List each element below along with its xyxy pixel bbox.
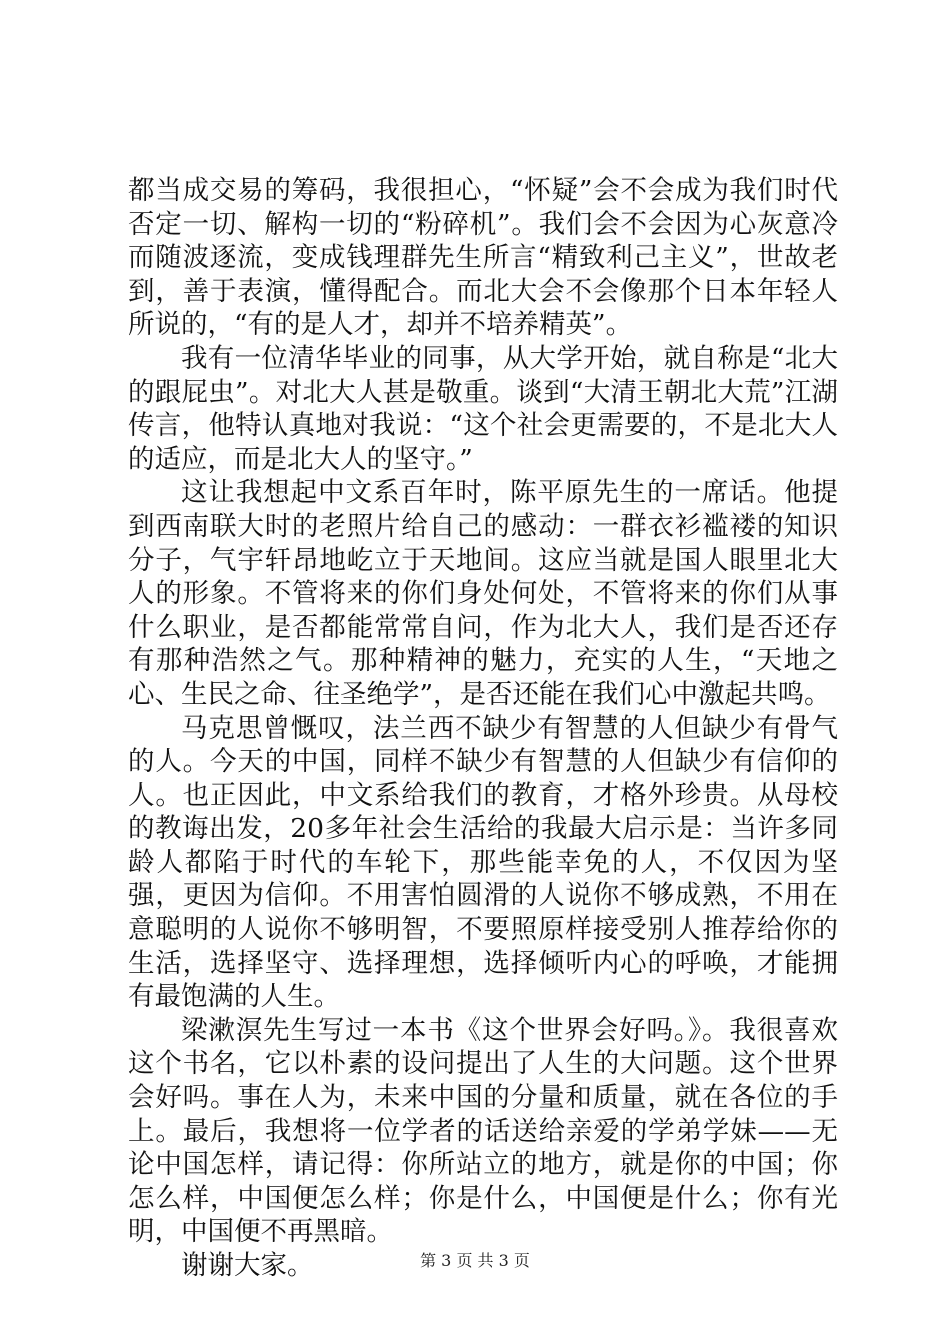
document-body [128,174,838,1283]
paragraph-colleague: 我有一位清华毕业的同事，从大学开始，就自称是“北大的跟屁虫”。对北大人甚是敬重。谈到“大清王朝北大荒”江湖传言，他特认真地对我说：“这个社会更需要的，不是北大人的适应，而是北大人的坚守。” [128,342,838,475]
paragraph-chen-pingyuan: 这让我想起中文系百年时，陈平原先生的一席话。他提到西南联大时的老照片给自己的感动：一群衣衫褴褛的知识分子，气宇轩昂地屹立于天地间。这应当就是国人眼里北大人的形象。不管将来的你们身处何处，不管将来的你们从事什么职业，是否都能常常自问，作为北大人，我们是否还存有那种浩然之气。那种精神的魅力，充实的人生，“天地之心、生民之命、往圣绝学”，是否还能在我们心中激起共鸣。 [128,477,838,710]
paragraph-thanks: 谢谢大家。 [181,1250,314,1281]
paragraph-continued: 都当成交易的筹码，我很担心，“怀疑”会不会成为我们时代否定一切、解构一切的“粉碎机”。我们会不会因为心灰意冷而随波逐流，变成钱理群先生所言“精致利己主义”，世故老到，善于表演，懂得配合。而北大会不会像那个日本年轻人所说的，“有的是人才，却并不培养精英”。 [128,175,838,341]
paragraph-marx: 马克思曾慨叹，法兰西不缺少有智慧的人但缺少有骨气的人。今天的中国，同样不缺少有智慧的人但缺少有信仰的人。也正因此，中文系给我们的教育，才格外珍贵。从母校的教诲出发，20多年社会生活给的我最大启示是：当许多同龄人都陷于时代的车轮下，那些能幸免的人，不仅因为坚强，更因为信仰。不用害怕圆滑的人说你不够成熟，不用在意聪明的人说你不够明智，不要照原样接受别人推荐给你的生活，选择坚守、选择理想，选择倾听内心的呼唤，才能拥有最饱满的人生。 [128,712,838,1013]
paragraph-liang-shuming: 梁漱溟先生写过一本书《这个世界会好吗。》。我很喜欢这个书名，它以朴素的设问提出了人生的大问题。这个世界会好吗。事在人为，未来中国的分量和质量，就在各位的手上。最后，我想将一位学者的话送给亲爱的学弟学妹——无论中国怎样，请记得：你所站立的地方，就是你的中国；你怎么样，中国便怎么样；你是什么，中国便是什么；你有光明，中国便不再黑暗。 [128,1014,838,1248]
page-number-footer: 第 3 页 共 3 页 [420,1251,530,1270]
